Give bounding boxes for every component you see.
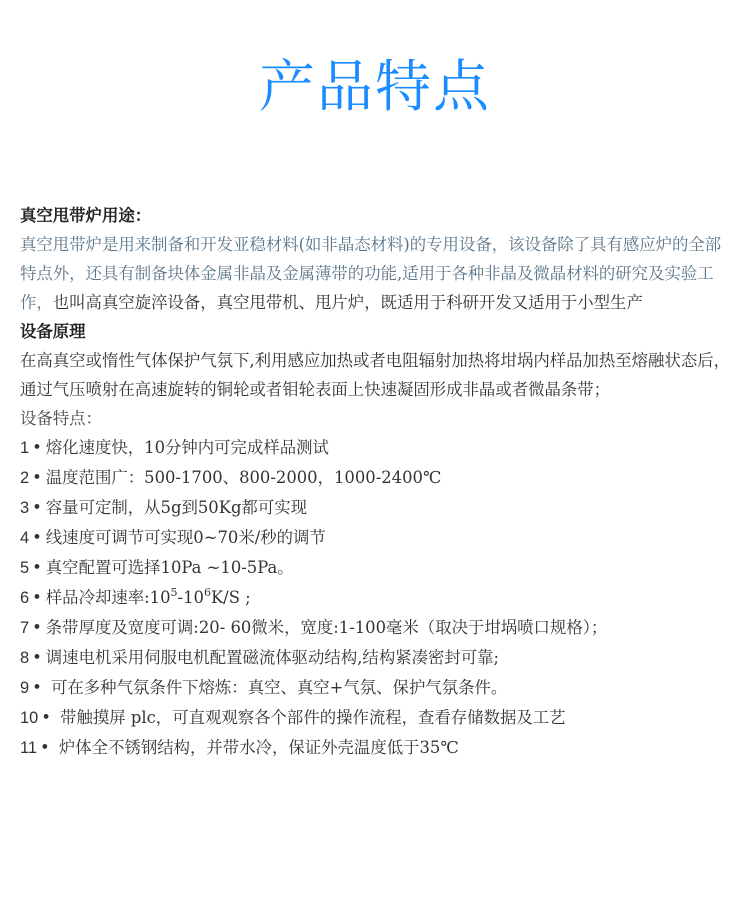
features-label: 设备特点： <box>20 409 102 428</box>
exponent-6: 6 <box>203 586 211 599</box>
bullet-icon: • <box>32 498 42 517</box>
feature-number: 11 <box>20 739 38 757</box>
usage-heading: 真空甩带炉用途： <box>20 206 152 225</box>
bullet-icon: • <box>41 708 51 727</box>
page-title: 产品特点 <box>259 55 491 120</box>
feature-text: 条带厚度及宽度可调:20- 60微米，宽度:1-100毫米（取决于坩埚喷口规格）； <box>45 618 608 637</box>
exponent-5: 5 <box>170 586 178 599</box>
feature-item-2 <box>20 463 732 493</box>
bullet-icon: • <box>32 618 42 637</box>
bullet-icon: • <box>32 438 42 457</box>
feature-item-3 <box>20 493 732 523</box>
bullet-icon: • <box>32 528 42 547</box>
feature-text-suffix: K/S ; <box>210 588 251 607</box>
feature-text: 调速电机采用伺服电机配置磁流体驱动结构,结构紧凑密封可靠; <box>45 648 500 667</box>
feature-number: 3 <box>20 499 30 517</box>
feature-text: 容量可定制，从5g到50Kg都可实现 <box>45 498 307 517</box>
feature-number: 6 <box>20 589 30 607</box>
feature-text: 真空配置可选择10Pa ~10-5Pa。 <box>45 558 294 577</box>
feature-text: 可在多种气氛条件下熔炼：真空、真空+气氛、保护气氛条件。 <box>45 678 508 697</box>
principle-paragraph: 在高真空或惰性气体保护气氛下,利用感应加热或者电阻辐射加热将坩埚内样品加热至熔融状态后，通过气压喷射在高速旋转的铜轮或者钼轮表面上快速凝固形成非晶或者微晶条带； <box>20 351 731 399</box>
feature-text: 温度范围广：500-1700、800-2000，1000-2400℃ <box>45 468 442 487</box>
feature-number: 9 <box>20 679 30 697</box>
feature-item-7 <box>20 613 732 643</box>
feature-item-10 <box>20 703 732 733</box>
feature-number: 10 <box>20 709 39 727</box>
feature-number: 8 <box>20 649 30 667</box>
feature-item-11 <box>20 733 732 763</box>
feature-item-1 <box>20 433 732 463</box>
feature-number: 2 <box>20 469 30 487</box>
feature-text: 线速度可调节可实现0~70米/秒的调节 <box>45 528 326 547</box>
bullet-icon: • <box>32 648 42 667</box>
feature-number: 7 <box>20 619 30 637</box>
feature-item-9 <box>20 673 732 703</box>
feature-number: 5 <box>20 559 30 577</box>
feature-text: 炉体全不锈钢结构，并带水冷，保证外壳温度低于35℃ <box>53 738 459 757</box>
feature-item-5 <box>20 553 732 583</box>
feature-text: 带触摸屏 plc，可直观观察各个部件的操作流程，查看存储数据及工艺 <box>54 708 566 727</box>
bullet-icon: • <box>32 558 42 577</box>
usage-paragraph <box>20 230 732 317</box>
feature-item-6 <box>20 583 732 613</box>
feature-list <box>20 433 732 763</box>
feature-item-8 <box>20 643 732 673</box>
feature-text-prefix: 样品冷却速率:10 <box>45 588 171 607</box>
feature-text: 熔化速度快，10分钟内可完成样品测试 <box>45 438 329 457</box>
bullet-icon: • <box>40 738 50 757</box>
content-body <box>20 201 732 763</box>
feature-text-mid: -10 <box>177 588 204 607</box>
feature-item-4 <box>20 523 732 553</box>
bullet-icon: • <box>32 468 42 487</box>
usage-text-part2: 也叫高真空旋淬设备，真空甩带机、甩片炉，既适用于科研开发又适用于小型生产 <box>52 293 643 312</box>
bullet-icon: • <box>32 678 42 697</box>
usage-text-part1: 真空甩带炉是用来制备和开发亚稳材料(如非晶态材料)的专用设备，该设备除了具有感应炉的全部特点外，还具有制备块体金属非晶及金属薄带的功能,适用于各种非晶及微晶材料的研究及实验工作， <box>20 235 722 312</box>
feature-number: 1 <box>20 439 30 457</box>
bullet-icon: • <box>32 588 42 607</box>
feature-number: 4 <box>20 529 30 547</box>
principle-heading: 设备原理 <box>20 322 86 341</box>
